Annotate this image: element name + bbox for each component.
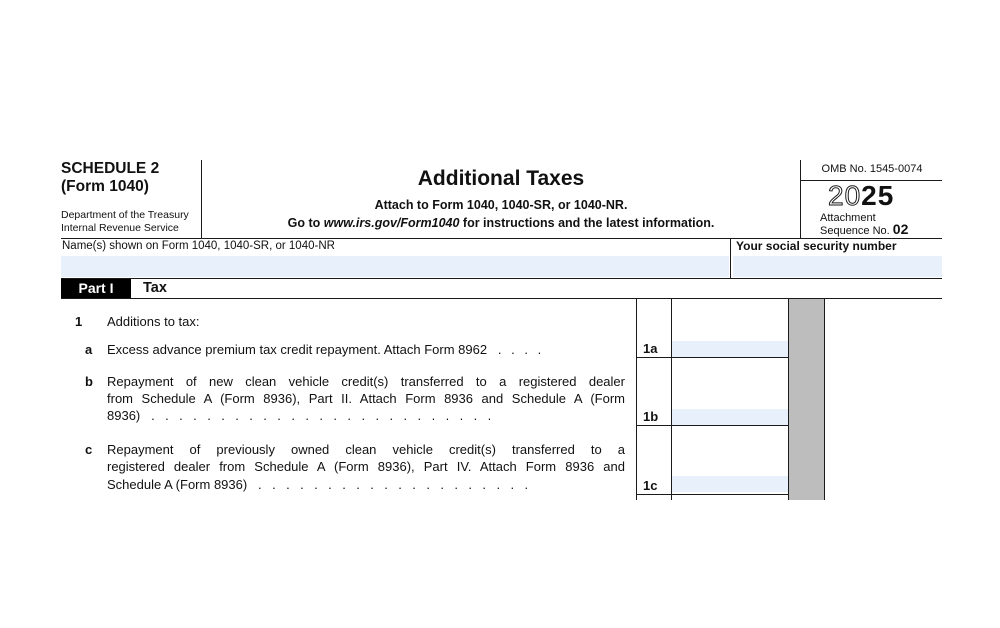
- form-reference: (Form 1040): [61, 178, 149, 195]
- name-ssn-divider: [730, 238, 731, 278]
- line-1b-text-1: Repayment of new clean vehicle credit(s) transferred to a registered dealer: [107, 374, 625, 389]
- line-1c-leader: . . . . . . . . . . . . . . . . . . . .: [258, 477, 532, 492]
- omb-number: OMB No. 1545-0074: [821, 163, 923, 175]
- line-1c-text-3: Schedule A (Form 8936): [107, 477, 248, 492]
- amount-column-left: [671, 299, 672, 500]
- instructions-url[interactable]: www.irs.gov/Form1040: [323, 216, 460, 230]
- part-title: Tax: [143, 280, 167, 296]
- line-1-text: Additions to tax:: [107, 314, 200, 329]
- part-label: Part I: [61, 279, 131, 298]
- line-1b-text-row-3: [107, 407, 495, 424]
- line-1a-text: Excess advance premium tax credit repayment. Attach Form 8962: [107, 342, 488, 357]
- tax-year-suffix: 25: [861, 180, 895, 211]
- line-1b-box-label: 1b: [643, 409, 659, 424]
- line-1a-text-row: [107, 341, 544, 358]
- line-1a-amount-input[interactable]: [672, 341, 788, 357]
- header-divider-right: [800, 160, 801, 238]
- line-1c-bottom-rule: [636, 494, 788, 495]
- name-field-label: Name(s) shown on Form 1040, 1040-SR, or 1040-NR: [62, 240, 335, 252]
- line-1b-bottom-rule: [636, 425, 788, 426]
- name-input[interactable]: [61, 256, 729, 277]
- line-1-number: 1: [75, 314, 83, 329]
- line-1c-text-row-3: [107, 476, 532, 493]
- box-label-column-left: [636, 299, 637, 500]
- line-1c-text-1: Repayment of previously owned clean vehicle credit(s) transferred to a: [107, 442, 625, 457]
- shaded-column-right: [824, 299, 825, 500]
- sequence-label: [820, 223, 908, 238]
- line-1a-box-label: 1a: [643, 341, 658, 356]
- instructions-suffix: for instructions and the latest information.: [459, 216, 715, 230]
- line-1a-bottom-rule: [636, 357, 788, 358]
- ssn-field-label: Your social security number: [736, 239, 897, 253]
- instructions-line: [202, 216, 800, 231]
- line-1b-text-2: from Schedule A (Form 8936), Part II. Attach Form 8936 and Schedule A (Form: [107, 391, 625, 406]
- attach-instruction: Attach to Form 1040, 1040-SR, or 1040-NR.: [374, 198, 628, 212]
- instructions-prefix: Go to: [287, 216, 324, 230]
- line-1c-letter: c: [85, 442, 93, 457]
- part-top-rule: [61, 278, 942, 279]
- tax-year: [828, 181, 894, 211]
- line-1c-text-2: registered dealer from Schedule A (Form 8936), Part IV. Attach Form 8936 and: [107, 459, 625, 474]
- line-1b-text-3: 8936): [107, 408, 141, 423]
- line-1c-box-label: 1c: [643, 478, 658, 493]
- line-1c-amount-input[interactable]: [672, 476, 788, 492]
- sequence-text: Sequence No.: [820, 225, 893, 237]
- schedule-title: SCHEDULE 2: [61, 160, 160, 177]
- attachment-label: Attachment: [820, 212, 876, 224]
- sequence-number: 02: [892, 221, 909, 237]
- line-1b-letter: b: [85, 374, 93, 389]
- line-1b-amount-input[interactable]: [672, 409, 788, 425]
- agency-name: Internal Revenue Service: [61, 222, 179, 234]
- line-1a-leader: . . . .: [497, 342, 545, 357]
- department-name: Department of the Treasury: [61, 209, 189, 221]
- tax-year-prefix: 20: [828, 180, 862, 211]
- line-1b-leader: . . . . . . . . . . . . . . . . . . . . . . . . .: [151, 408, 495, 423]
- form-title: Additional Taxes: [417, 167, 585, 190]
- ssn-input[interactable]: [733, 256, 942, 277]
- line-1a-letter: a: [85, 342, 93, 357]
- shaded-column: [789, 299, 824, 500]
